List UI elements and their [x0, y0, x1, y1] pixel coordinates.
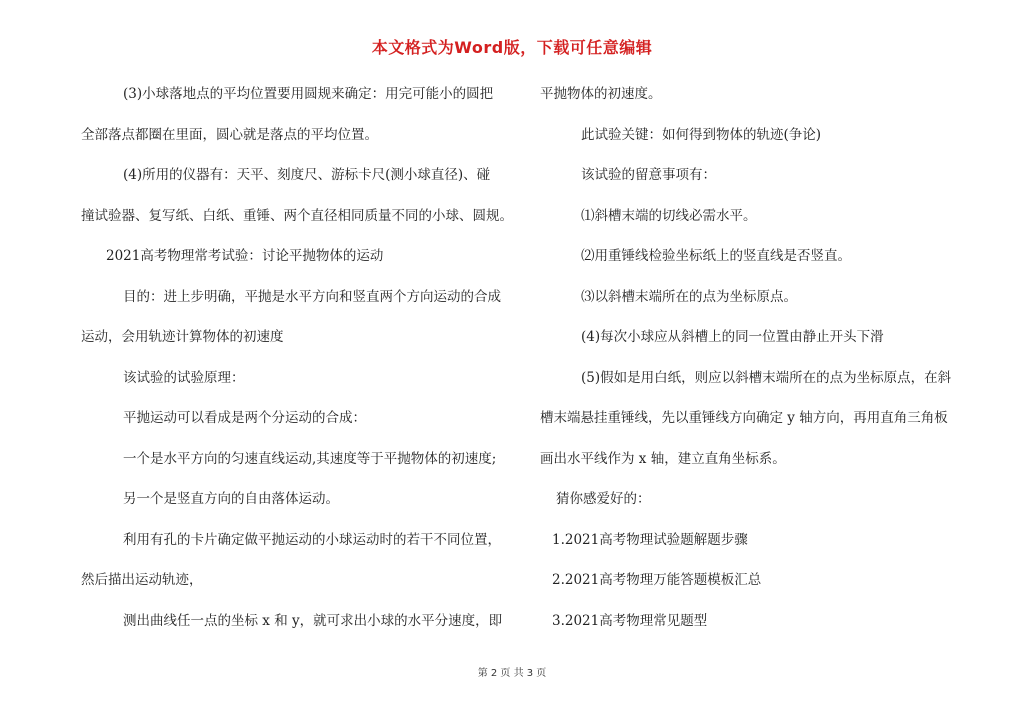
left-paragraph-line: 测出曲线任一点的坐标 x 和 y，就可求出小球的水平分速度，即	[123, 613, 503, 629]
right-paragraph-line: 该试验的留意事项有：	[581, 167, 716, 183]
left-paragraph-line: 一个是水平方向的匀速直线运动,其速度等于平抛物体的初速度;	[123, 451, 497, 467]
left-paragraph-line: (4)所用的仪器有：天平、刻度尺、游标卡尺(测小球直径)、碰	[123, 167, 491, 183]
left-paragraph-line: 该试验的试验原理：	[123, 370, 245, 386]
right-paragraph-line: ⑵用重锤线检验坐标纸上的竖直线是否竖直。	[581, 248, 851, 264]
right-paragraph-line: 此试验关键：如何得到物体的轨迹(争论)	[581, 127, 822, 143]
related-link[interactable]: 2.2021高考物理万能答题模板汇总	[552, 572, 762, 588]
left-paragraph-line: 平抛运动可以看成是两个分运动的合成：	[123, 410, 366, 426]
left-paragraph-line: 全部落点都圈在里面，圆心就是落点的平均位置。	[81, 127, 378, 143]
related-link[interactable]: 1.2021高考物理试验题解题步骤	[552, 532, 748, 548]
right-paragraph-line: ⑴斜槽末端的切线必需水平。	[581, 208, 757, 224]
left-paragraph-line: 撞试验器、复写纸、白纸、重锤、两个直径相同质量不同的小球、圆规。	[81, 208, 513, 224]
left-paragraph-line: 然后描出运动轨迹，	[81, 572, 203, 588]
related-link[interactable]: 3.2021高考物理常见题型	[552, 613, 708, 629]
left-paragraph-line: 利用有孔的卡片确定做平抛运动的小球运动时的若干不同位置，	[123, 532, 501, 548]
right-paragraph-line: 平抛物体的初速度。	[540, 86, 662, 102]
document-banner: 本文格式为Word版，下载可任意编辑	[371, 38, 653, 57]
right-paragraph-line: (5)假如是用白纸，则应以斜槽末端所在的点为坐标原点，在斜	[581, 370, 952, 386]
left-paragraph-line: 运动，会用轨迹计算物体的初速度	[81, 329, 284, 345]
left-paragraph-line: 另一个是竖直方向的自由落体运动。	[123, 491, 339, 507]
right-paragraph-line: (4)每次小球应从斜槽上的同一位置由静止开头下滑	[581, 329, 884, 345]
right-paragraph-line: ⑶以斜槽末端所在的点为坐标原点。	[581, 289, 797, 305]
left-paragraph-line: 目的：进上步明确，平抛是水平方向和竖直两个方向运动的合成	[123, 289, 501, 305]
right-paragraph-line: 槽末端悬挂重锤线，先以重锤线方向确定 y 轴方向，再用直角三角板	[540, 410, 948, 426]
right-paragraph-line: 画出水平线作为 x 轴，建立直角坐标系。	[540, 451, 786, 467]
section-heading: 2021高考物理常考试验：讨论平抛物体的运动	[106, 248, 384, 264]
related-heading: 猜你感爱好的：	[556, 491, 651, 507]
left-paragraph-line: (3)小球落地点的平均位置要用圆规来确定：用完可能小的圆把	[123, 86, 494, 102]
page-number: 第 2 页 共 3 页	[477, 668, 547, 679]
